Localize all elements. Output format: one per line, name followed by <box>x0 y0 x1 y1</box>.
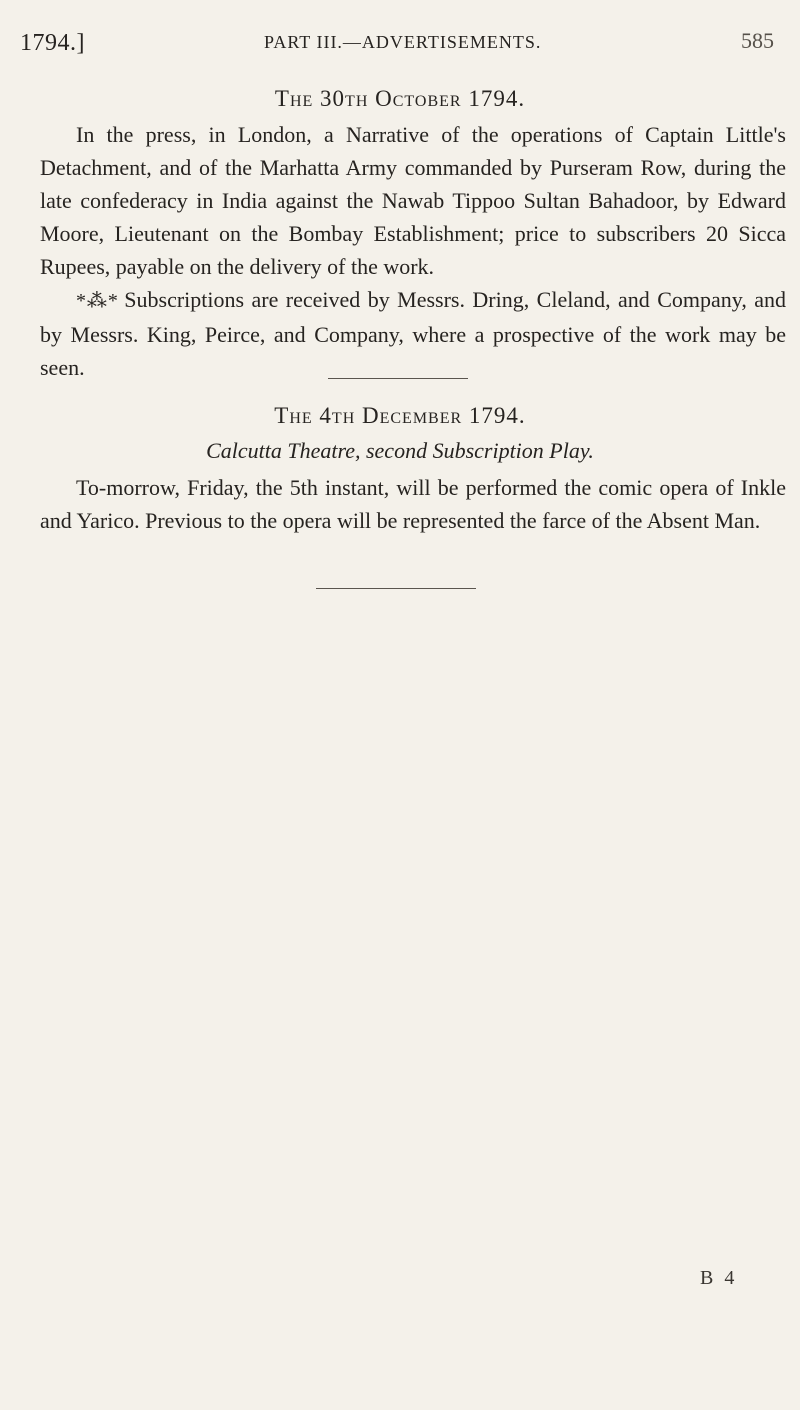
advert-1-subscription-note <box>40 283 786 384</box>
advert-2-date-heading: The 4th December 1794. <box>274 403 526 428</box>
advert-2-body: To-morrow, Friday, the 5th instant, will be performed the comic opera of Inkle and Yarico. Previous to the opera will be represented the farce of the Absent Man. <box>40 475 786 533</box>
asterism-mark: *⁂* <box>76 290 117 312</box>
advert-1-subscription-text: Subscriptions are received by Messrs. Dring, Cleland, and Company, and by Messrs. King, Peirce, and Company, where a prospective of the work may be seen. <box>40 287 787 380</box>
page-number: 585 <box>741 28 774 53</box>
advert-2-subtitle: Calcutta Theatre, second Subscription Play. <box>206 438 594 463</box>
running-head <box>20 28 788 58</box>
running-head-section: PART III.—ADVERTISEMENTS. <box>264 32 542 52</box>
section-divider <box>328 378 468 379</box>
running-head-year: 1794.] <box>20 30 85 56</box>
end-divider <box>316 588 476 589</box>
advert-1-date-heading: The 30th October 1794. <box>274 86 526 111</box>
advert-1-body: In the press, in London, a Narrative of the operations of Captain Little's Detachment, and of the Marhatta Army commanded by Purseram Row, during the late confederacy in India against the Nawab Tippoo Sultan Bahadoor, by Edward Moore, Lieutenant on the Bombay Establishment; price to subscribers 20 Sicca Rupees, payable on the delivery of the work. <box>40 122 786 279</box>
signature-mark: B 4 <box>700 1267 738 1289</box>
